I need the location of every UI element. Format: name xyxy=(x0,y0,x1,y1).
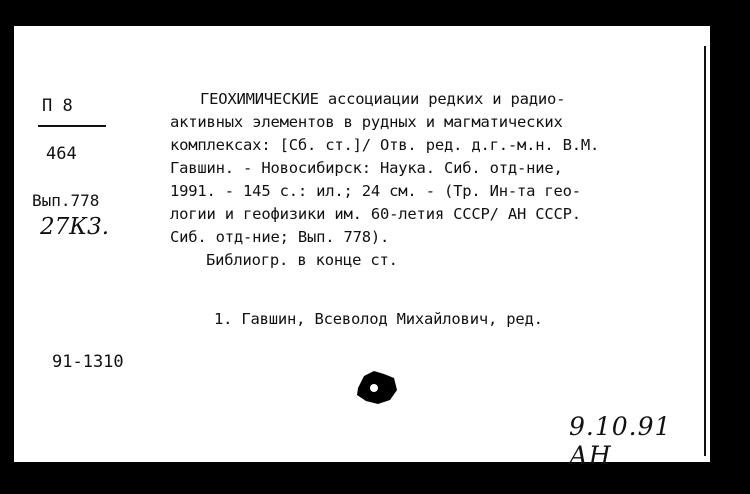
entry-line: комплексах: [Сб. ст.]/ Отв. ред. д.г.-м.н. В.М. xyxy=(170,136,600,154)
entry-line: ГЕОХИМИЧЕСКИЕ ассоциации редких и радио- xyxy=(200,90,566,108)
entry-line: 1991. - 145 с.: ил.; 24 см. - (Тр. Ин-та гео- xyxy=(170,182,581,200)
entry-line: Сиб. отд-ние; Вып. 778). xyxy=(170,228,390,246)
card-right-border xyxy=(704,46,706,456)
bibliographic-entry xyxy=(170,88,710,272)
entry-line: активных элементов в рудных и магматических xyxy=(170,113,563,131)
call-number-bottom: 464 xyxy=(46,144,77,164)
catalog-card xyxy=(14,26,710,470)
entry-line: логии и геофизики им. 60-летия СССР/ АН СССР. xyxy=(170,205,581,223)
series-reference: Вып.778 xyxy=(32,191,100,210)
handwritten-date: 9.10.91 АН xyxy=(569,412,672,470)
tracing-entry: 1. Гавшин, Всеволод Михайлович, ред. xyxy=(214,310,543,328)
bibliography-note: Библиогр. в конце ст. xyxy=(206,251,398,269)
call-number-top: П 8 xyxy=(42,96,73,116)
call-number-divider xyxy=(38,125,106,127)
handwritten-number: 27К3. xyxy=(40,214,110,240)
entry-line: Гавшин. - Новосибирск: Наука. Сиб. отд-ние, xyxy=(170,159,563,177)
accession-number: 91-1310 xyxy=(52,352,124,372)
punch-hole-mark xyxy=(354,368,400,406)
